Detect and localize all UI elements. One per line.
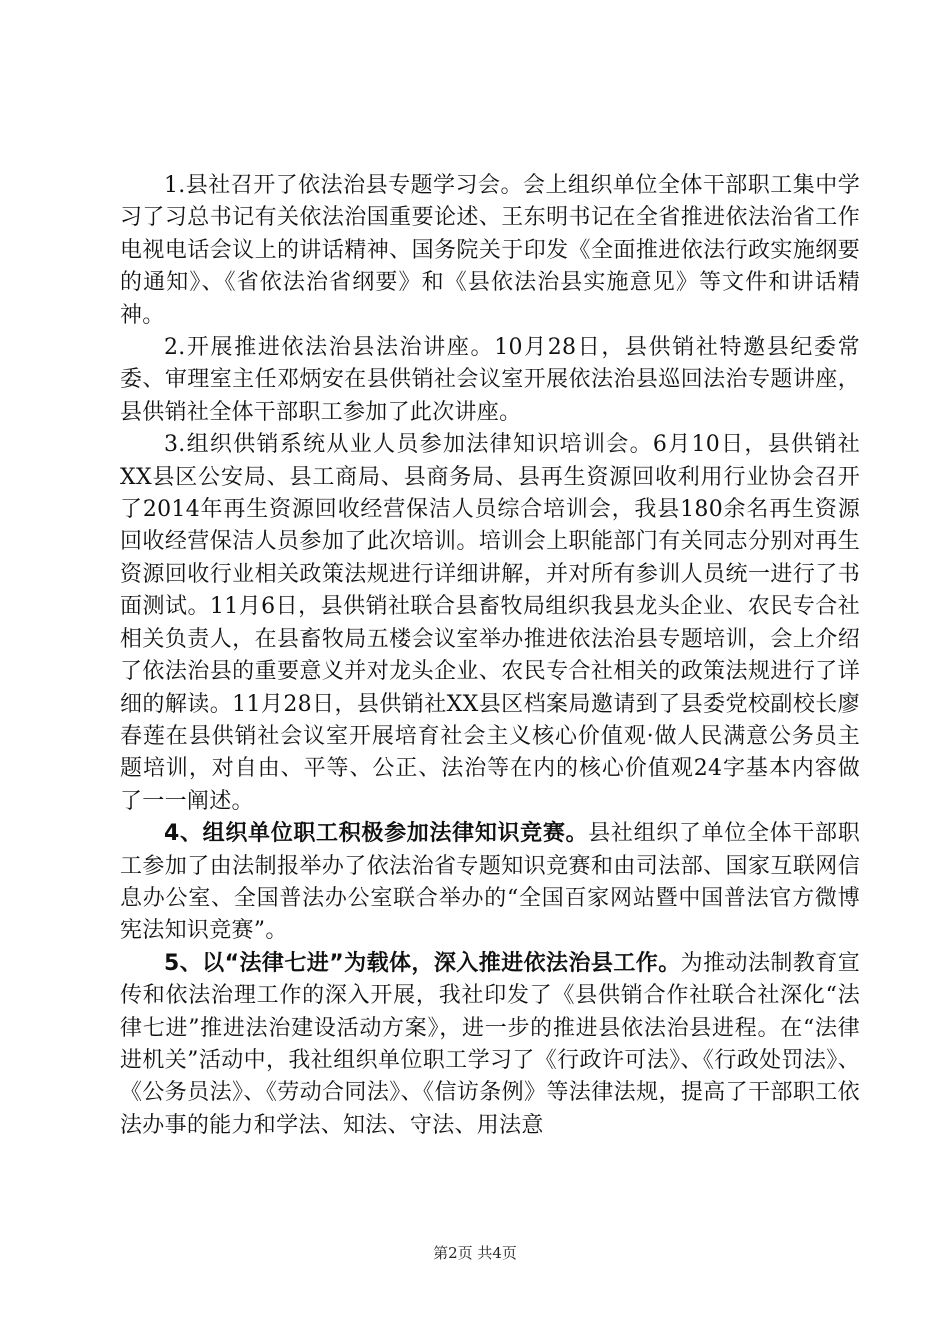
paragraph-3-text: 3.组织供销系统从业人员参加法律知识培训会。6月10日，县供销社XX县区公安局、县工商局、县商务局、县再生资源回收利用行业协会召开了2014年再生资源回收经营保洁人员综合培训会，我县180余名再生资源回收经营保洁人员参加了此次培训。培训会上职能部门有关同志分别对再生资源回收行业相关政策法规进行详细讲解，并对所有参训人员统一进行了书面测试。11月6日，县供销社联合县畜牧局组织我县龙头企业、农民专合社相关负责人，在县畜牧局五楼会议室举办推进依法治县专题培训，会上介绍了依法治县的重要意义并对龙头企业、农民专合社相关的政策法规进行了详细的解读。11月28日，县供销社XX县区档案局邀请到了县委党校副校长廖春莲在县供销社会议室开展培育社会主义核心价值观·做人民满意公务员主题培训，对自由、平等、公正、法治等在内的核心价值观24字基本内容做了一一阐述。 (120, 432, 860, 814)
document-body (120, 170, 860, 1142)
page-footer (0, 1243, 950, 1263)
paragraph-4-lead: 4、组织单位职工积极参加法律知识竞赛。 (164, 821, 589, 847)
paragraph-3 (120, 429, 860, 818)
paragraph-2-text: 2.开展推进依法治县法治讲座。10月28日，县供销社特邀县纪委常委、审理室主任邓炳安在县供销社会议室开展依法治县巡回法治专题讲座，县供销社全体干部职工参加了此次讲座。 (120, 335, 860, 425)
paragraph-5-lead: 5、以“法律七进”为载体，深入推进依法治县工作。 (164, 950, 681, 976)
paragraph-1 (120, 170, 860, 332)
paragraph-4 (120, 818, 860, 948)
paragraph-5 (120, 948, 860, 1142)
page-number-label: 第2页 共4页 (433, 1244, 517, 1262)
paragraph-5-text: 为推动法制教育宣传和依法治理工作的深入开展，我社印发了《县供销合作社联合社深化“法律七进”推进法治建设活动方案》，进一步的推进县依法治县进程。在“法律进机关”活动中，我社组织单位职工学习了《行政许可法》、《行政处罚法》、《公务员法》、《劳动合同法》、《信访条例》等法律法规，提高了干部职工依法办事的能力和学法、知法、守法、用法意 (120, 950, 860, 1138)
paragraph-1-text: 1.县社召开了依法治县专题学习会。会上组织单位全体干部职工集中学习了习总书记有关依法治国重要论述、王东明书记在全省推进依法治省工作电视电话会议上的讲话精神、国务院关于印发《全面推进依法行政实施纲要的通知》、《省依法治省纲要》和《县依法治县实施意见》等文件和讲话精神。 (120, 173, 860, 328)
paragraph-2 (120, 332, 860, 429)
paragraph-4-text: 县社组织了单位全体干部职工参加了由法制报举办了依法治省专题知识竞赛和由司法部、国家互联网信息办公室、全国普法办公室联合举办的“全国百家网站暨中国普法官方微博宪法知识竞赛”。 (120, 821, 860, 944)
